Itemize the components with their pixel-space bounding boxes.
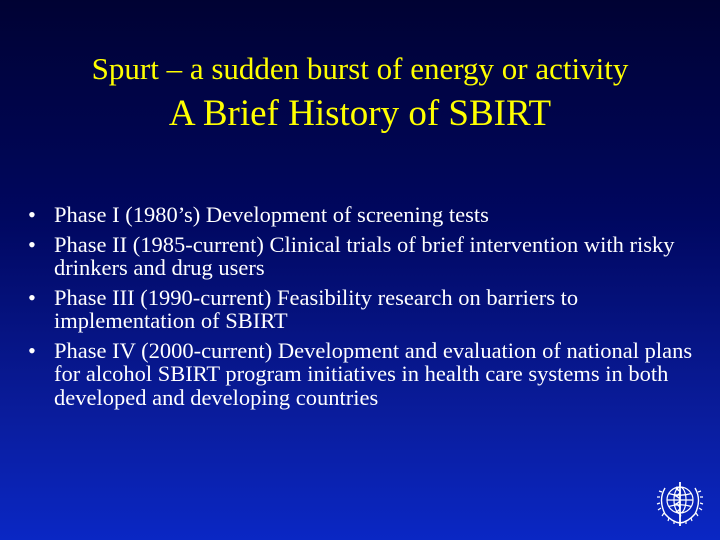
- bullet-dot: •: [28, 231, 36, 257]
- who-emblem-icon: [652, 476, 708, 532]
- slide-title: A Brief History of SBIRT: [168, 93, 552, 134]
- bullet-dot: •: [28, 337, 36, 363]
- bullet-dot: •: [28, 284, 36, 310]
- bullet-item-phase-2: [24, 233, 694, 280]
- bullet-text: Phase IV (2000-current) Development and evaluation of national plans for alcohol SBIRT program initiatives in health care systems in both developed and developing countries: [54, 337, 693, 410]
- bullet-dot: •: [28, 202, 36, 227]
- bullet-list: [24, 203, 694, 415]
- bullet-item-phase-3: [24, 286, 694, 333]
- bullet-text: Phase I (1980’s) Development of screening tests: [54, 202, 489, 227]
- bullet-item-phase-1: [24, 203, 694, 227]
- bullet-text: Phase II (1985-current) Clinical trials of brief intervention with risky drinkers and drug users: [54, 231, 675, 280]
- bullet-item-phase-4: [24, 339, 694, 410]
- slide-subtitle: Spurt – a sudden burst of energy or activity: [91, 51, 629, 86]
- bullet-text: Phase III (1990-current) Feasibility research on barriers to implementation of SBIRT: [54, 284, 579, 333]
